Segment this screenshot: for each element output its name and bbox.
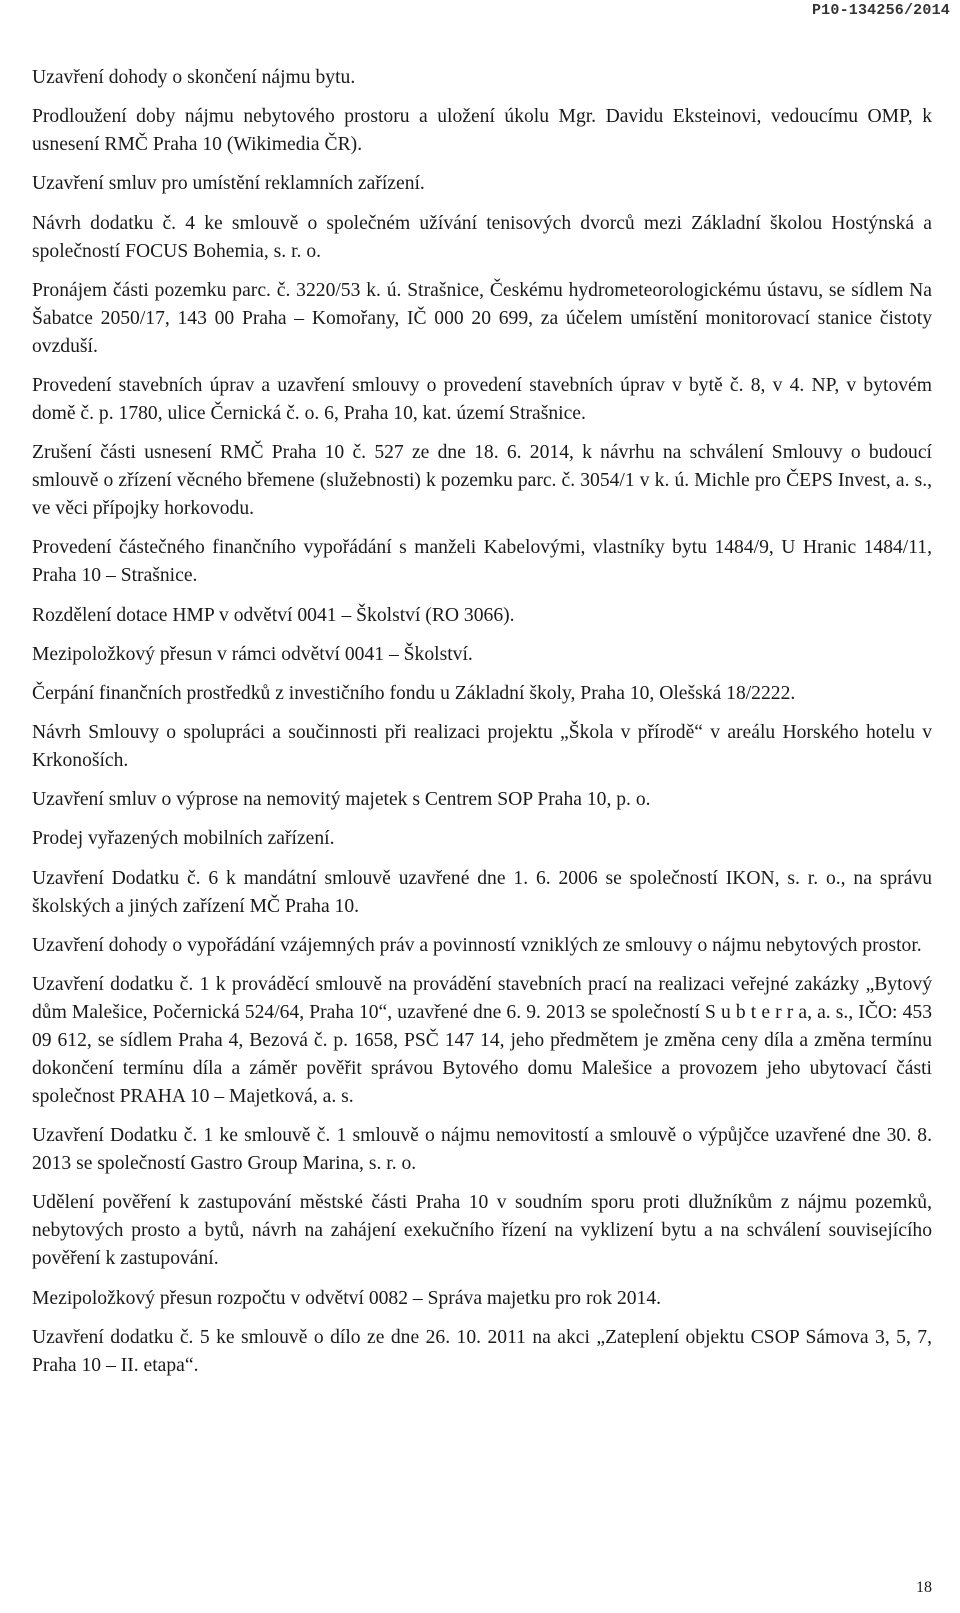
agenda-item: Čerpání finančních prostředků z investičního fondu u Základní školy, Praha 10, Olešská 18/2222. — [32, 682, 796, 704]
agenda-item: Mezipoložkový přesun rozpočtu v odvětví 0082 – Správa majetku pro rok 2014. — [32, 1287, 662, 1309]
agenda-item: Prodej vyřazených mobilních zařízení. — [32, 828, 335, 850]
page-number: 18 — [916, 1579, 932, 1596]
agenda-item: Zrušení části usnesení RMČ Praha 10 č. 527 ze dne 18. 6. 2014, k návrhu na schválení Smlouvy o budoucí smlouvě o zřízení věcného břemene (služebnosti) k pozemku parc. č. 3054/1 v k. ú. Michle pro ČEPS Invest, a. s., ve věci přípojky horkovodu. — [32, 442, 932, 520]
agenda-item: Uzavření smluv o výprose na nemovitý majetek s Centrem SOP Praha 10, p. o. — [32, 789, 651, 811]
agenda-item: Pronájem části pozemku parc. č. 3220/53 k. ú. Strašnice, Českému hydrometeorologickému ústavu, se sídlem Na Šabatce 2050/17, 143 00 Praha – Komořany, IČ 000 20 699, za účelem umístění monitorovací stanice čistoty ovzduší. — [32, 279, 932, 357]
agenda-item: Prodloužení doby nájmu nebytového prostoru a uložení úkolu Mgr. Davidu Eksteinovi, vedoucímu OMP, k usnesení RMČ Praha 10 (Wikimedia ČR). — [32, 106, 932, 156]
agenda-item: Uzavření dohody o vypořádání vzájemných práv a povinností vzniklých ze smlouvy o nájmu nebytových prostor. — [32, 934, 922, 956]
agenda-item: Uzavření dodatku č. 1 k prováděcí smlouvě na provádění stavebních prací na realizaci veřejné zakázky „Bytový dům Malešice, Počernická 524/64, Praha 10“, uzavřené dne 6. 9. 2013 se společností S u b t e r r a, a. s., IČO: 453 09 612, se sídlem Praha 4, Bezová č. p. 1658, PSČ 147 14, jeho předmětem je změna ceny díla a změna termínu dokončení termínu díla a záměr pověřit správou Bytového domu Malešice a provozem jeho ubytovací části společnost PRAHA 10 – Majetková, a. s. — [32, 974, 932, 1107]
agenda-item: Uzavření dohody o skončení nájmu bytu. — [32, 67, 356, 88]
document-body — [32, 64, 932, 1391]
agenda-item: Uzavření Dodatku č. 1 ke smlouvě č. 1 smlouvě o nájmu nemovitostí a smlouvě o výpůjčce uzavřené dne 30. 8. 2013 se společností Gastro Group Marina, s. r. o. — [32, 1125, 932, 1175]
agenda-item: Provedení částečného finančního vypořádání s manželi Kabelovými, vlastníky bytu 1484/9, U Hranic 1484/11, Praha 10 – Strašnice. — [32, 537, 932, 587]
agenda-item: Mezipoložkový přesun v rámci odvětví 0041 – Školství. — [32, 643, 473, 665]
agenda-item: Udělení pověření k zastupování městské části Praha 10 v soudním sporu proti dlužníkům z nájmu pozemků, nebytových prosto a bytů, návrh na zahájení exekučního řízení na vyklizení bytu a na schválení souvisejícího pověření k zastupování. — [32, 1192, 932, 1270]
agenda-item: Uzavření smluv pro umístění reklamních zařízení. — [32, 173, 425, 195]
agenda-item: Uzavření Dodatku č. 6 k mandátní smlouvě uzavřené dne 1. 6. 2006 se společností IKON, s. r. o., na správu školských a jiných zařízení MČ Praha 10. — [32, 867, 932, 917]
agenda-item: Rozdělení dotace HMP v odvětví 0041 – Školství (RO 3066). — [32, 604, 515, 626]
agenda-item: Uzavření dodatku č. 5 ke smlouvě o dílo ze dne 26. 10. 2011 na akci „Zateplení objektu CSOP Sámova 3, 5, 7, Praha 10 – II. etapa“. — [32, 1326, 932, 1376]
agenda-item: Návrh dodatku č. 4 ke smlouvě o společném užívání tenisových dvorců mezi Základní školou Hostýnská a společností FOCUS Bohemia, s. r. o. — [32, 212, 932, 262]
agenda-item: Návrh Smlouvy o spolupráci a součinnosti při realizaci projektu „Škola v přírodě“ v areálu Horského hotelu v Krkonoších. — [32, 722, 932, 772]
document-id: P10-134256/2014 — [811, 2, 950, 19]
agenda-item: Provedení stavebních úprav a uzavření smlouvy o provedení stavebních úprav v bytě č. 8, v 4. NP, v bytovém domě č. p. 1780, ulice Černická č. o. 6, Praha 10, kat. území Strašnice. — [32, 374, 932, 424]
